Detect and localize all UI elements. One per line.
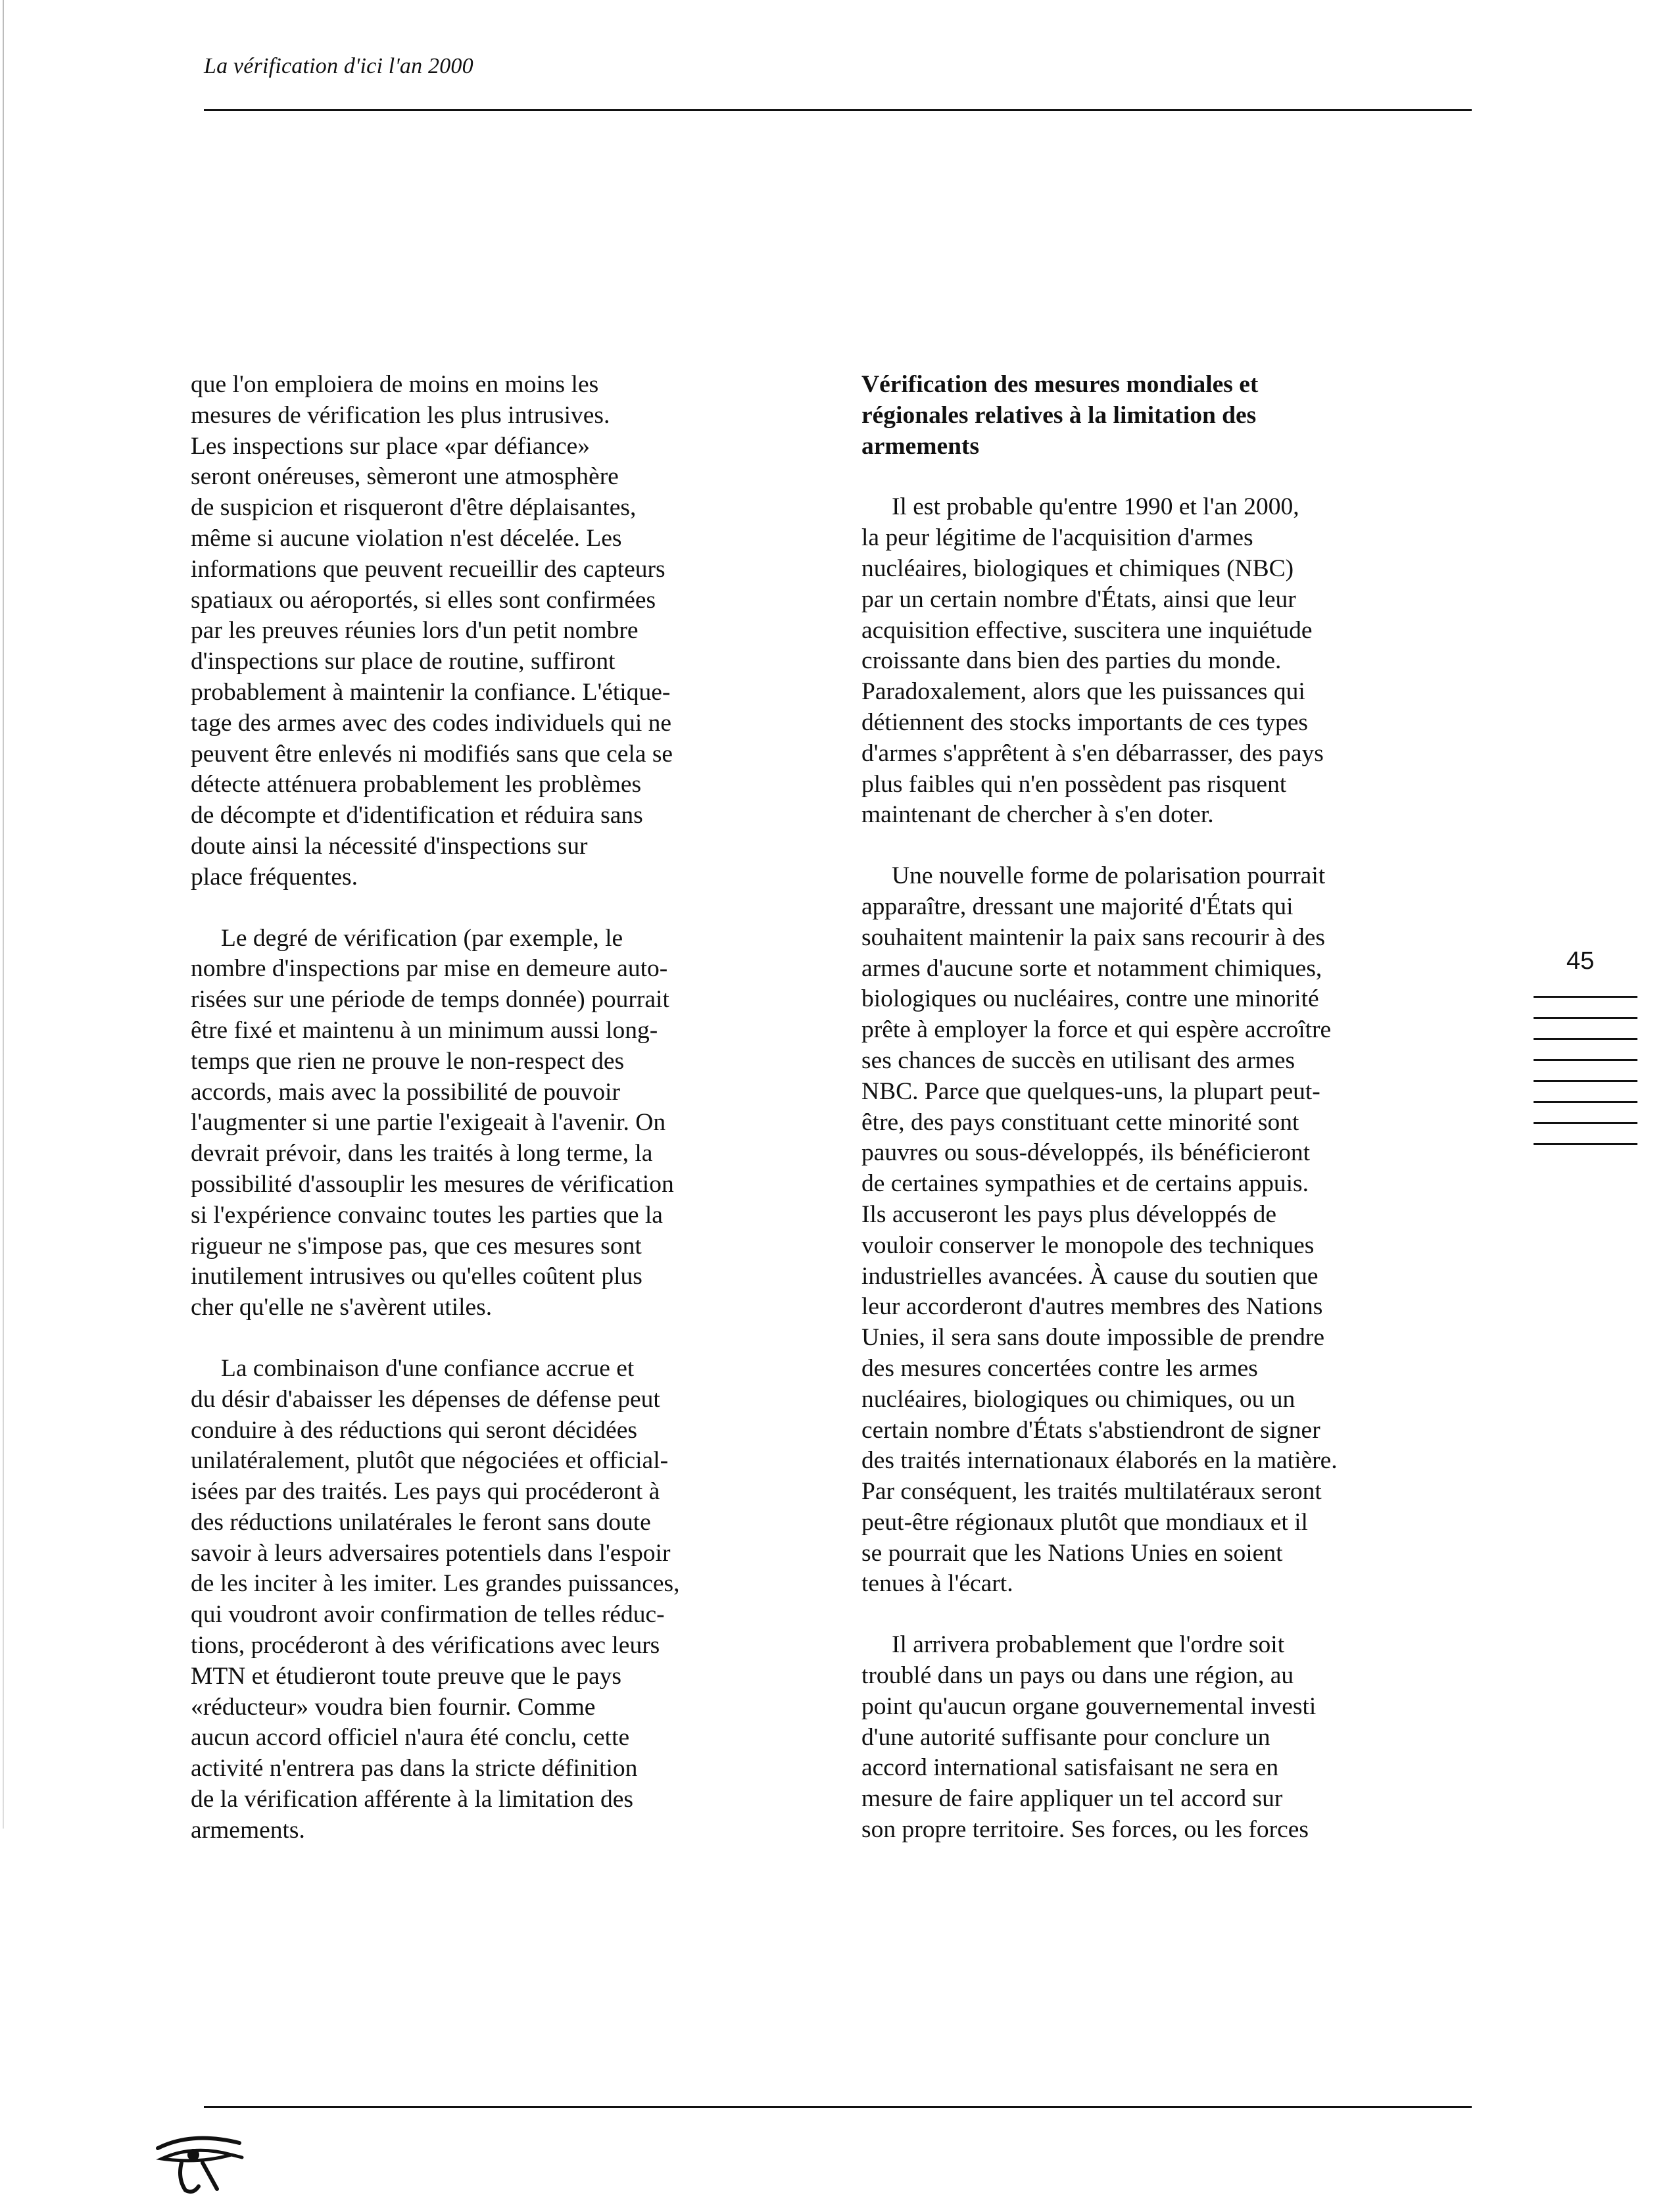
margin-rule (1534, 1122, 1637, 1124)
margin-rule (1534, 1143, 1637, 1145)
text-line: certain nombre d'États s'abstiendront de signer (861, 1416, 1320, 1444)
section-heading (861, 370, 1473, 462)
right-column (861, 370, 1473, 1876)
text-line: même si aucune violation n'est décelée. Les (191, 524, 622, 552)
text-line: l'augmenter si une partie l'exigeait à l'avenir. On (191, 1109, 666, 1137)
text-line: de les inciter à les imiter. Les grandes puissances, (191, 1570, 680, 1598)
text-line: nombre d'inspections par mise en demeure auto- (191, 955, 668, 983)
text-line: d'une autorité suffisante pour conclure un (861, 1723, 1270, 1751)
page-number: 45 (1566, 947, 1595, 975)
text-line: probablement à maintenir la confiance. L'étique- (191, 678, 671, 706)
text-line: vouloir conserver le monopole des techniques (861, 1231, 1315, 1259)
scan-edge-line (3, 0, 4, 1829)
text-line: nucléaires, biologiques et chimiques (NBC) (861, 554, 1294, 582)
text-line: plus faibles qui n'en possèdent pas risquent (861, 770, 1287, 798)
text-line: peuvent être enlevés ni modifiés sans que cela se (191, 740, 673, 768)
text-line: être fixé et maintenu à un minimum aussi long- (191, 1016, 658, 1044)
text-line: des réductions unilatérales le feront sans doute (191, 1508, 651, 1536)
text-line: détiennent des stocks importants de ces types (861, 708, 1309, 736)
text-line: cher qu'elle ne s'avèrent utiles. (191, 1294, 493, 1321)
text-line: Par conséquent, les traités multilatéraux seront (861, 1478, 1322, 1506)
text-line: Unies, il sera sans doute impossible de prendre (861, 1324, 1325, 1352)
text-line: armements. (191, 1816, 305, 1844)
text-line: de certaines sympathies et de certains appuis. (861, 1170, 1309, 1198)
text-line: de suspicion et risqueront d'être déplaisantes, (191, 494, 637, 522)
text-line: rigueur ne s'impose pas, que ces mesures sont (191, 1232, 642, 1260)
text-line: Une nouvelle forme de polarisation pourrait (892, 862, 1326, 890)
text-line: unilatéralement, plutôt que négociées et official- (191, 1447, 669, 1475)
text-line: risées sur une période de temps donnée) pourrait (191, 986, 669, 1014)
text-line: se pourrait que les Nations Unies en soient (861, 1539, 1283, 1567)
text-line: que l'on emploiera de moins en moins les (191, 371, 599, 398)
text-line: doute ainsi la nécessité d'inspections sur (191, 832, 588, 860)
left-paragraph-2 (191, 923, 802, 1323)
text-line: point qu'aucun organe gouvernemental investi (861, 1692, 1317, 1720)
text-line: son propre territoire. Ses forces, ou les forces (861, 1816, 1309, 1844)
text-line: la peur légitime de l'acquisition d'armes (861, 524, 1253, 552)
text-line: MTN et étudieront toute preuve que le pays (191, 1662, 622, 1690)
text-line: nucléaires, biologiques ou chimiques, ou un (861, 1385, 1295, 1413)
text-line: de la vérification afférente à la limitation des (191, 1786, 633, 1813)
margin-rule (1534, 996, 1637, 998)
margin-rule (1534, 1101, 1637, 1103)
text-line: par les preuves réunies lors d'un petit nombre (191, 617, 639, 645)
text-line: place fréquentes. (191, 863, 358, 891)
text-line: Il est probable qu'entre 1990 et l'an 2000, (892, 493, 1299, 521)
margin-rule (1534, 1017, 1637, 1019)
text-line: Le degré de vérification (par exemple, le (221, 924, 623, 952)
margin-rule (1534, 1080, 1637, 1082)
text-line: tenues à l'écart. (861, 1570, 1013, 1598)
text-line: seront onéreuses, sèmeront une atmosphère (191, 463, 619, 491)
text-line: être, des pays constituant cette minorité sont (861, 1108, 1299, 1136)
text-line: d'armes s'apprêtent à s'en débarrasser, des pays (861, 739, 1324, 767)
text-line: «réducteur» voudra bien fournir. Comme (191, 1693, 596, 1721)
text-line: industrielles avancées. À cause du soutien que (861, 1262, 1318, 1290)
text-line: temps que rien ne prouve le non-respect des (191, 1047, 625, 1075)
right-paragraph-1 (861, 492, 1473, 831)
text-line: des traités internationaux élaborés en la matière. (861, 1447, 1338, 1475)
text-line: acquisition effective, suscitera une inquiétude (861, 616, 1313, 644)
text-line: tions, procéderont à des vérifications avec leurs (191, 1632, 660, 1659)
text-line: biologiques ou nucléaires, contre une minorité (861, 985, 1319, 1013)
text-line: isées par des traités. Les pays qui procéderont à (191, 1478, 660, 1506)
text-line: accord international satisfaisant ne sera en (861, 1754, 1279, 1782)
text-line: d'inspections sur place de routine, suffiront (191, 648, 616, 676)
text-line: par un certain nombre d'États, ainsi que leur (861, 585, 1296, 613)
text-line: si l'expérience convainc toutes les parties que la (191, 1201, 663, 1229)
text-line: NBC. Parce que quelques-uns, la plupart peut- (861, 1077, 1320, 1105)
text-line: détecte atténuera probablement les problèmes (191, 771, 642, 799)
right-paragraph-2 (861, 861, 1473, 1600)
text-line: aucun accord officiel n'aura été conclu, cette (191, 1724, 630, 1752)
text-line: leur accorderont d'autres membres des Nations (861, 1293, 1323, 1321)
text-line: mesures de vérification les plus intrusives. (191, 401, 610, 429)
text-line: régionales relatives à la limitation des (861, 401, 1257, 429)
running-title: La vérification d'ici l'an 2000 (204, 54, 473, 78)
left-column (191, 370, 802, 1877)
text-line: Il arrivera probablement que l'ordre soit (892, 1631, 1285, 1659)
text-line: Les inspections sur place «par défiance» (191, 432, 591, 460)
margin-rule-stack (1534, 996, 1637, 1164)
text-line: spatiaux ou aéroportés, si elles sont confirmées (191, 586, 656, 614)
text-line: des mesures concertées contre les armes (861, 1354, 1258, 1382)
text-line: devrait prévoir, dans les traités à long terme, la (191, 1140, 653, 1167)
text-line: du désir d'abaisser les dépenses de défense peut (191, 1385, 660, 1413)
text-line: souhaitent maintenir la paix sans recourir à des (861, 923, 1325, 951)
text-line: Ils accuseront les pays plus développés de (861, 1200, 1277, 1228)
text-line: pauvres ou sous-développés, ils bénéficieront (861, 1139, 1311, 1167)
text-line: accords, mais avec la possibilité de pouvoir (191, 1078, 620, 1106)
text-line: maintenant de chercher à s'en doter. (861, 801, 1214, 829)
footer-rule (204, 2106, 1472, 2108)
text-line: peut-être régionaux plutôt que mondiaux et il (861, 1508, 1308, 1536)
text-line: armes d'aucune sorte et notamment chimiques, (861, 954, 1322, 982)
text-line: qui voudront avoir confirmation de telles réduc- (191, 1601, 665, 1629)
text-line: prête à employer la force et qui espère accroître (861, 1016, 1332, 1044)
text-line: possibilité d'assouplir les mesures de vérification (191, 1170, 674, 1198)
left-paragraph-1 (191, 370, 802, 893)
text-line: inutilement intrusives ou qu'elles coûtent plus (191, 1263, 642, 1290)
text-line: tage des armes avec des codes individuels qui ne (191, 709, 672, 737)
eye-of-horus-icon (153, 2130, 245, 2196)
text-line: activité n'entrera pas dans la stricte définition (191, 1755, 638, 1782)
right-paragraph-3 (861, 1630, 1473, 1846)
text-line: armements (861, 432, 980, 460)
text-line: apparaître, dressant une majorité d'États qui (861, 893, 1294, 920)
text-line: informations que peuvent recueillir des capteurs (191, 555, 665, 583)
left-paragraph-3 (191, 1354, 802, 1846)
margin-rule (1534, 1059, 1637, 1061)
text-line: ses chances de succès en utilisant des armes (861, 1046, 1295, 1074)
header-rule (204, 109, 1472, 111)
text-line: conduire à des réductions qui seront décidées (191, 1416, 637, 1444)
text-line: La combinaison d'une confiance accrue et (221, 1354, 635, 1382)
text-line: Vérification des mesures mondiales et (861, 371, 1259, 398)
text-line: de décompte et d'identification et réduira sans (191, 802, 643, 829)
text-line: Paradoxalement, alors que les puissances qui (861, 678, 1305, 706)
text-line: savoir à leurs adversaires potentiels dans l'espoir (191, 1539, 671, 1567)
text-line: mesure de faire appliquer un tel accord sur (861, 1785, 1283, 1813)
margin-rule (1534, 1038, 1637, 1040)
text-line: croissante dans bien des parties du monde. (861, 647, 1282, 675)
text-line: troublé dans un pays ou dans une région, au (861, 1662, 1294, 1690)
